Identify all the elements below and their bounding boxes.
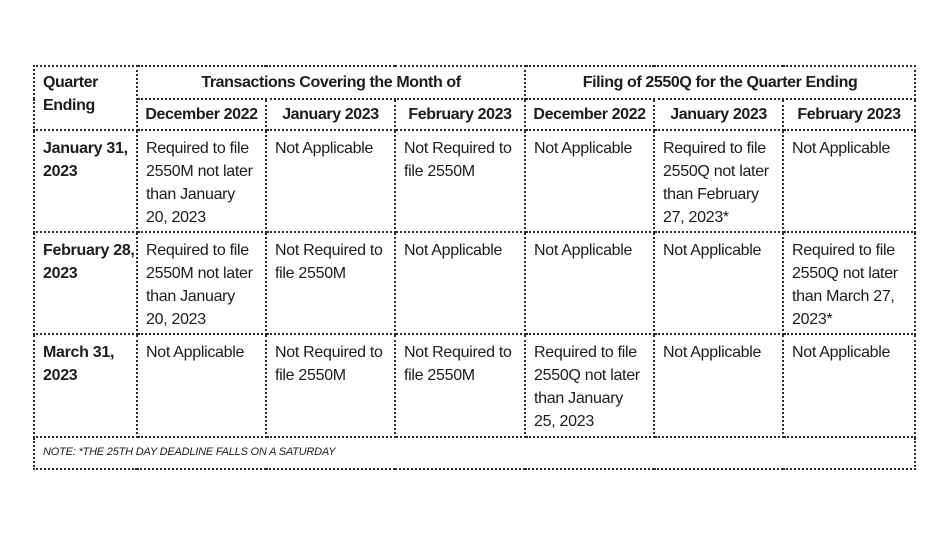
quarter-ending-header: Quarter Ending	[34, 66, 137, 130]
filing-month-header: December 2022	[525, 99, 654, 130]
table-cell: Not Applicable	[654, 334, 783, 437]
table-cell: Not Required to file 2550M	[266, 334, 395, 437]
quarter-ending-cell: March 31, 2023	[34, 334, 137, 437]
table-cell: Not Required to file 2550M	[395, 130, 525, 232]
table-cell: Required to file 2550Q not later than February 27, 2023*	[654, 130, 783, 232]
table-cell: Required to file 2550Q not later than March 27, 2023*	[783, 232, 915, 334]
table-cell: Not Required to file 2550M	[395, 334, 525, 437]
table-cell: Not Applicable	[137, 334, 266, 437]
table-cell: Not Applicable	[525, 232, 654, 334]
header-row-months	[34, 99, 915, 130]
transaction-month-header: February 2023	[395, 99, 525, 130]
table-cell: Required to file 2550M not later than January 20, 2023	[137, 232, 266, 334]
filing-month-header: January 2023	[654, 99, 783, 130]
table-cell: Not Required to file 2550M	[266, 232, 395, 334]
filing-deadline-table	[33, 65, 916, 470]
table-cell: Not Applicable	[395, 232, 525, 334]
header-row-groups	[34, 66, 915, 99]
table-cell: Required to file 2550M not later than January 20, 2023	[137, 130, 266, 232]
table-cell: Required to file 2550Q not later than January 25, 2023	[525, 334, 654, 437]
filing-group-header: Filing of 2550Q for the Quarter Ending	[525, 66, 915, 99]
deadline-table-wrapper	[33, 65, 914, 470]
filing-month-header: February 2023	[783, 99, 915, 130]
note-row	[34, 437, 915, 469]
table-cell: Not Applicable	[266, 130, 395, 232]
table-cell: Not Applicable	[525, 130, 654, 232]
transactions-group-header: Transactions Covering the Month of	[137, 66, 525, 99]
footnote: NOTE: *THE 25TH DAY DEADLINE FALLS ON A SATURDAY	[34, 437, 915, 469]
table-cell: Not Applicable	[783, 130, 915, 232]
table-row	[34, 232, 915, 334]
table-cell: Not Applicable	[654, 232, 783, 334]
table-row	[34, 334, 915, 437]
table-row	[34, 130, 915, 232]
quarter-ending-cell: January 31, 2023	[34, 130, 137, 232]
transaction-month-header: January 2023	[266, 99, 395, 130]
table-cell: Not Applicable	[783, 334, 915, 437]
transaction-month-header: December 2022	[137, 99, 266, 130]
quarter-ending-cell: February 28, 2023	[34, 232, 137, 334]
